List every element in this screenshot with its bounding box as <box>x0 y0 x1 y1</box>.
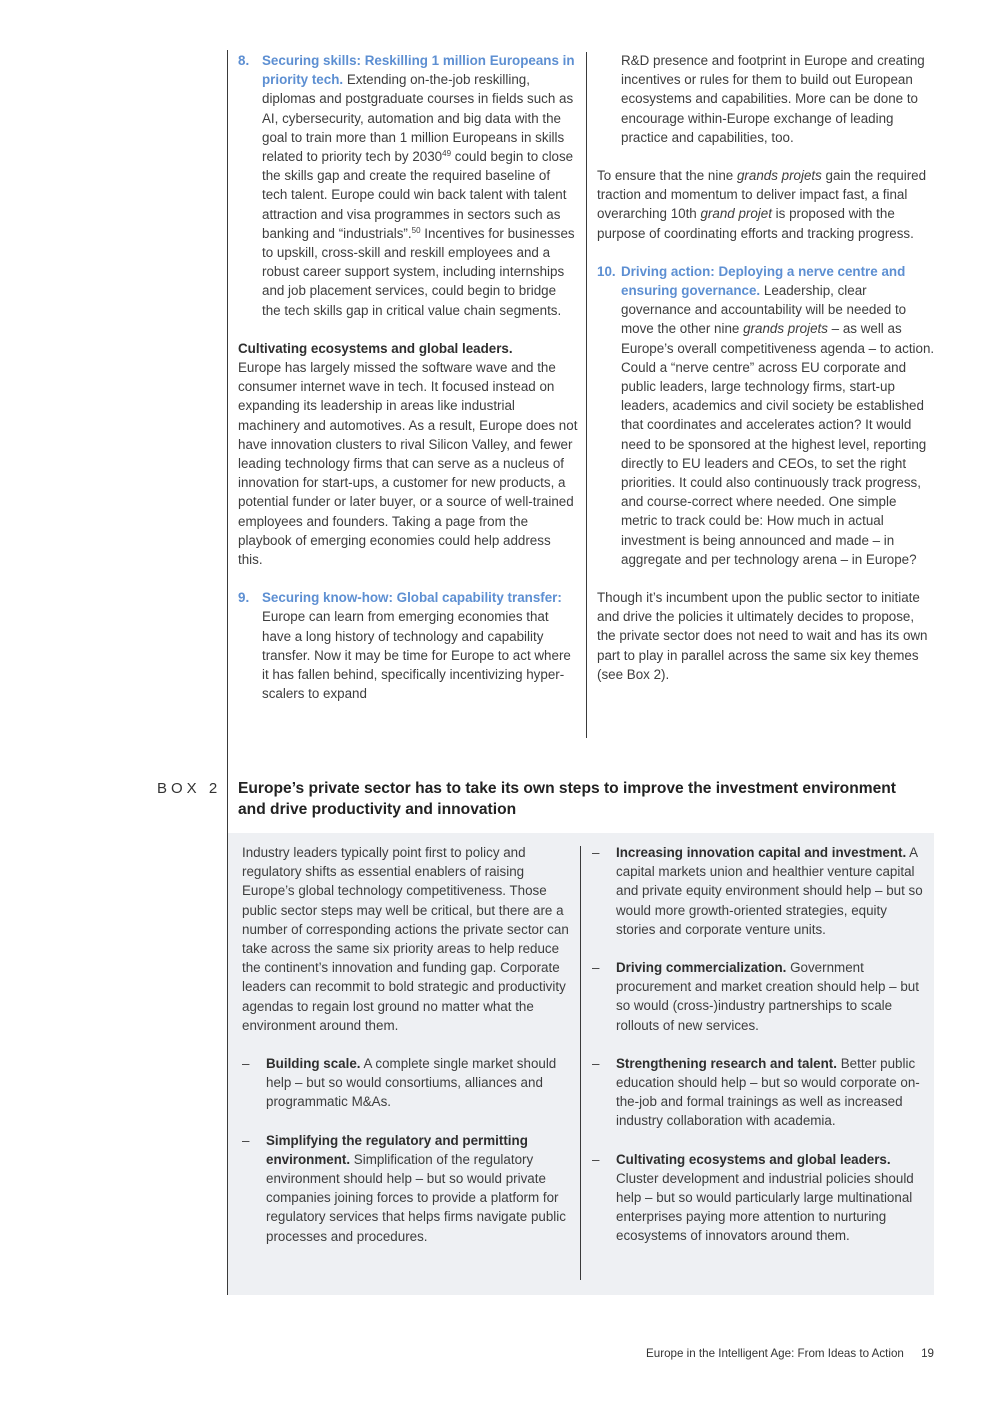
footer-title-bold: Europe in the Intelligent Age: <box>646 1347 795 1360</box>
box-item-text: A capital markets union and healthier venture capital and private equity environment should help – but so would more growth-oriented strategies, equity stories and corporate venture units. <box>616 845 923 937</box>
box-item-text: A complete single market should help – but so would consortiums, alliances and programmatic M&As. <box>266 1056 557 1110</box>
dash-bullet: – <box>242 1132 250 1148</box>
footnote-ref-50[interactable]: 50 <box>411 225 421 235</box>
item-8-text-a: Extending on-the-job reskilling, diplomas and postgraduate courses in fields such as AI, cybersecurity, automation and big data with the goal to train more than 1 million Europeans in skills related to priority tech by 2030 <box>262 72 574 165</box>
grands-projets-paragraph <box>597 166 935 243</box>
box-title: Europe’s private sector has to take its own steps to improve the investment environment and drive productivity and innovation <box>238 780 896 818</box>
dash-bullet: – <box>592 1055 600 1071</box>
box-item-heading: Simplifying the regulatory and permitting environment. <box>266 1132 528 1167</box>
item-8-text-b: could begin to close the skills gap and create the required baseline of tech talent. Europe could win back talent with talent attraction and visa programmes in sectors such as banking and “industrials”. <box>262 149 574 241</box>
box-item-building-scale <box>242 1054 574 1112</box>
box-item-text: Better public education should help – but so would corporate on-the-job and formal trainings as well as increased industry collaboration with academia. <box>616 1055 920 1129</box>
dash-bullet: – <box>592 1151 600 1167</box>
ecosystems-paragraph <box>238 339 578 569</box>
item-9-text: Europe can learn from emerging economies that have a long history of technology and capability transfer. Now it may be time for Europe to act where it has fallen behind, specifically incentivizing hyper-scalers to expand <box>262 609 571 702</box>
box-column-divider <box>580 846 581 1280</box>
para1-text-b: gain the required traction and momentum to deliver impact fast, a final overarching 10th <box>597 168 927 222</box>
dash-bullet: – <box>592 960 600 976</box>
ecosystems-text: Europe has largely missed the software wave and the consumer internet wave in tech. It focused instead on expanding its leadership in areas like industrial machinery and automotives. As a result, Europe does not have innovation clusters to rival Silicon Valley, and fewer leading technology firms that can serve as a nucleus of innovation for start-ups, a customer for new products, a potential funder or later buyer, or a source of well-trained employees and founders. Taking a page from the playbook of emerging economies could help address this. <box>238 360 578 568</box>
box-item-text: Government procurement and market creation should help – but so would (cross-)industry partnerships to scale rollouts of new services. <box>616 960 919 1033</box>
box-item-regulatory <box>242 1131 574 1246</box>
footer-title-rest: From Ideas to Action <box>794 1347 904 1360</box>
list-item-8 <box>238 51 578 320</box>
para1-italic-1: grands projets <box>736 168 822 184</box>
column-divider-top <box>586 52 587 738</box>
box-label: BOX 2 <box>157 780 222 797</box>
box-item-heading: Increasing innovation capital and investment. <box>616 845 907 860</box>
box-item-heading: Building scale. <box>266 1056 361 1072</box>
left-column <box>238 51 578 704</box>
item-9-heading: Securing know-how: Global capability transfer: <box>262 590 562 606</box>
box-item-innovation-capital <box>592 843 924 939</box>
ecosystems-heading: Cultivating ecosystems and global leaders. <box>238 340 513 356</box>
para1-italic-2: grand projet <box>700 206 772 222</box>
box-item-text: Simplification of the regulatory environment should help – but so would private companies joining forces to provide a platform for regulatory services that helps firms navigate public processes and procedures. <box>266 1151 566 1244</box>
box-right-column <box>592 843 924 1246</box>
item-8-number: 8. <box>238 53 250 68</box>
item-10-number: 10. <box>597 263 616 279</box>
box-item-research-talent <box>592 1054 924 1131</box>
box-item-heading: Driving commercialization. <box>616 960 787 976</box>
item-10-text-b: – as well as Europe’s overall competitiveness agenda – to action. Could a “nerve centre” across EU corporate and public leaders, large technology firms, start-up leaders, academics and civil society be established that coordinates and accelerates action? It would need to be sponsored at the highest level, reporting directly to EU leaders and CEOs, to set the right priorities. It could also continuously track progress, and course-correct where needed. One simple metric to track could be: How much in actual investment is being announced and made – in aggregate and per technology arena – in Europe? <box>621 321 935 567</box>
box-item-commercialization <box>592 958 924 1035</box>
box-left-column <box>242 843 574 1246</box>
page-footer <box>646 1347 934 1360</box>
right-column <box>597 51 935 684</box>
item-10-italic: grands projets <box>743 321 828 337</box>
box-intro: Industry leaders typically point first to policy and regulatory shifts as essential enablers of raising Europe’s global technology competitiveness. Those public sector steps may well be critical, but there are a number of corresponding actions the private sector can take across the same six priority areas to help reduce the continent’s innovation and funding gap. Corporate leaders can recommit to bold strategic and productivity agendas to regain lost ground no matter what the environment around them. <box>242 845 569 1033</box>
item-9-number: 9. <box>238 590 250 606</box>
box-item-ecosystems <box>592 1150 924 1246</box>
box-item-heading: Strengthening research and talent. <box>616 1055 837 1071</box>
dash-bullet: – <box>242 1056 250 1072</box>
item-10-heading: Driving action: Deploying a nerve centre and ensuring governance. <box>621 263 906 299</box>
item-10-text-a: Leadership, clear governance and accountability will be needed to move the other nine <box>621 283 907 337</box>
box-item-heading: Cultivating ecosystems and global leaders. <box>616 1151 891 1167</box>
item-9-continuation: R&D presence and footprint in Europe and creating incentives or rules for them to build out European ecosystems and capabilities. More can be done to encourage within-Europe exchange of leading practice and capabilities, too. <box>621 53 925 145</box>
item-8-heading: Securing skills: Reskilling 1 million Europeans in priority tech. <box>262 53 575 88</box>
list-item-10 <box>597 262 935 569</box>
item-8-text-c: Incentives for businesses to upskill, cross-skill and reskill employees and a robust career support system, including internships and job placement services, could begin to bridge the tech skills gap in critical value chain segments. <box>262 225 575 318</box>
page-number: 19 <box>921 1347 934 1360</box>
footnote-ref-49[interactable]: 49 <box>442 149 452 159</box>
private-sector-paragraph: Though it’s incumbent upon the public sector to initiate and drive the policies it ultimately decides to propose, the private sector does not need to wait and has its own part to play in parallel across the same six key themes (see Box 2). <box>597 590 928 682</box>
para1-text-c: is proposed with the purpose of coordinating efforts and tracking progress. <box>597 206 914 241</box>
dash-bullet: – <box>592 845 600 860</box>
list-item-9 <box>238 588 578 703</box>
para1-text-a: To ensure that the nine <box>597 168 737 184</box>
box-item-text: Cluster development and industrial policies should help – but so would particularly large multinational enterprises paying more attention to nurturing ecosystems of innovators around them. <box>616 1170 914 1244</box>
